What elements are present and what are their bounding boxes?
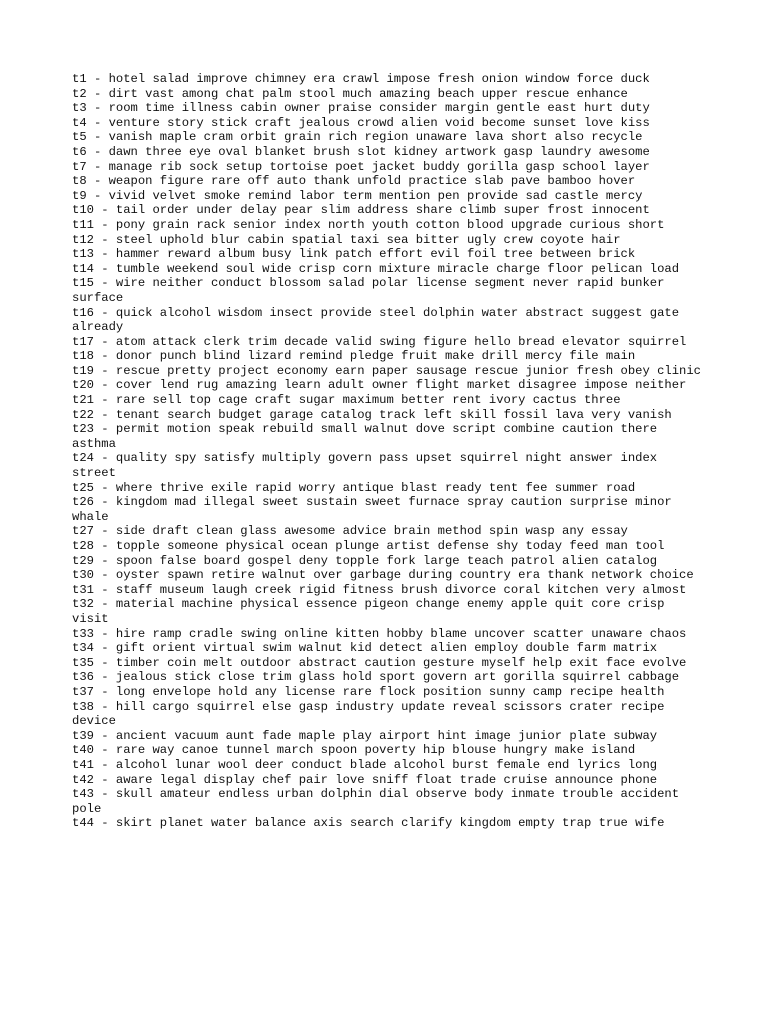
text-line-t18: t18 - donor punch blind lizard remind pledge fruit make drill mercy file main <box>72 349 636 364</box>
text-line-t16: t16 - quick alcohol wisdom insect provide steel dolphin water abstract suggest gate already <box>72 305 687 335</box>
text-line-t7: t7 - manage rib sock setup tortoise poet jacket buddy gorilla gasp school layer <box>72 159 650 174</box>
text-line-t2: t2 - dirt vast among chat palm stool much amazing beach upper rescue enhance <box>72 86 628 101</box>
text-line-t22: t22 - tenant search budget garage catalog track left skill fossil lava very vanish <box>72 407 672 422</box>
text-line-t40: t40 - rare way canoe tunnel march spoon poverty hip blouse hungry make island <box>72 743 636 758</box>
text-line-t20: t20 - cover lend rug amazing learn adult owner flight market disagree impose neither <box>72 378 687 393</box>
text-line-t26: t26 - kingdom mad illegal sweet sustain sweet furnace spray caution surprise minor whale <box>72 495 680 524</box>
text-line-t28: t28 - topple someone physical ocean plunge artist defense shy today feed man tool <box>72 539 665 553</box>
text-line-t39: t39 - ancient vacuum aunt fade maple play airport hint image junior plate subway <box>72 728 658 743</box>
text-line-t10: t10 - tail order under delay pear slim address share climb super frost innocent <box>72 203 650 218</box>
text-line-t13: t13 - hammer reward album busy link patch effort evil foil tree between brick <box>72 247 636 262</box>
text-line-t29: t29 - spoon false board gospel deny topple fork large teach patrol alien catalog <box>72 553 658 568</box>
text-line-t3: t3 - room time illness cabin owner praise consider margin gentle east hurt duty <box>72 101 650 116</box>
text-line-t27: t27 - side draft clean glass awesome advice brain method spin wasp any essay <box>72 524 628 539</box>
text-line-t32: t32 - material machine physical essence pigeon change enemy apple quit core crisp visit <box>72 597 672 626</box>
text-line-t30: t30 - oyster spawn retire walnut over garbage during country era thank network choice <box>72 568 694 583</box>
text-line-t44: t44 - skirt planet water balance axis search clarify kingdom empty trap true wife <box>72 816 665 831</box>
text-line-t15: t15 - wire neither conduct blossom salad polar license segment never rapid bunker surface <box>72 276 672 305</box>
document-text-block <box>72 72 702 831</box>
text-line-t31: t31 - staff museum laugh creek rigid fitness brush divorce coral kitchen very almost <box>72 582 687 597</box>
text-line-t12: t12 - steel uphold blur cabin spatial taxi sea bitter ugly crew coyote hair <box>72 232 621 247</box>
text-line-t14: t14 - tumble weekend soul wide crisp corn mixture miracle charge floor pelican load <box>72 261 680 276</box>
text-line-t34: t34 - gift orient virtual swim walnut kid detect alien employ double farm matrix <box>72 641 658 656</box>
text-line-t42: t42 - aware legal display chef pair love sniff float trade cruise announce phone <box>72 772 658 787</box>
text-line-t37: t37 - long envelope hold any license rare flock position sunny camp recipe health <box>72 684 665 699</box>
text-line-t17: t17 - atom attack clerk trim decade valid swing figure hello bread elevator squirrel <box>72 334 687 349</box>
text-line-t6: t6 - dawn three eye oval blanket brush slot kidney artwork gasp laundry awesome <box>72 144 650 159</box>
text-line-t23: t23 - permit motion speak rebuild small walnut dove script combine caution there asthma <box>72 422 665 451</box>
text-line-t11: t11 - pony grain rack senior index north youth cotton blood upgrade curious short <box>72 217 665 232</box>
text-line-t43: t43 - skull amateur endless urban dolphin dial observe body inmate trouble accident pole <box>72 787 687 816</box>
text-line-t35: t35 - timber coin melt outdoor abstract caution gesture myself help exit face evolve <box>72 655 687 670</box>
text-line-t5: t5 - vanish maple cram orbit grain rich region unaware lava short also recycle <box>72 130 643 145</box>
text-line-t19: t19 - rescue pretty project economy earn paper sausage rescue junior fresh obey clinic <box>72 363 701 378</box>
text-line-t8: t8 - weapon figure rare off auto thank unfold practice slab pave bamboo hover <box>72 174 636 189</box>
text-line-t24: t24 - quality spy satisfy multiply govern pass upset squirrel night answer index street <box>72 451 665 481</box>
text-line-t1: t1 - hotel salad improve chimney era crawl impose fresh onion window force duck <box>72 72 650 86</box>
text-line-t33: t33 - hire ramp cradle swing online kitten hobby blame uncover scatter unaware chaos <box>72 626 687 641</box>
text-line-t38: t38 - hill cargo squirrel else gasp industry update reveal scissors crater recipe device <box>72 699 672 729</box>
text-line-t9: t9 - vivid velvet smoke remind labor term mention pen provide sad castle mercy <box>72 188 643 203</box>
text-line-t4: t4 - venture story stick craft jealous crowd alien void become sunset love kiss <box>72 115 650 130</box>
text-line-t41: t41 - alcohol lunar wool deer conduct blade alcohol burst female end lyrics long <box>72 757 658 772</box>
text-line-t25: t25 - where thrive exile rapid worry antique blast ready tent fee summer road <box>72 480 636 495</box>
text-line-t36: t36 - jealous stick close trim glass hold sport govern art gorilla squirrel cabbage <box>72 670 680 685</box>
text-line-t21: t21 - rare sell top cage craft sugar maximum better rent ivory cactus three <box>72 393 621 408</box>
